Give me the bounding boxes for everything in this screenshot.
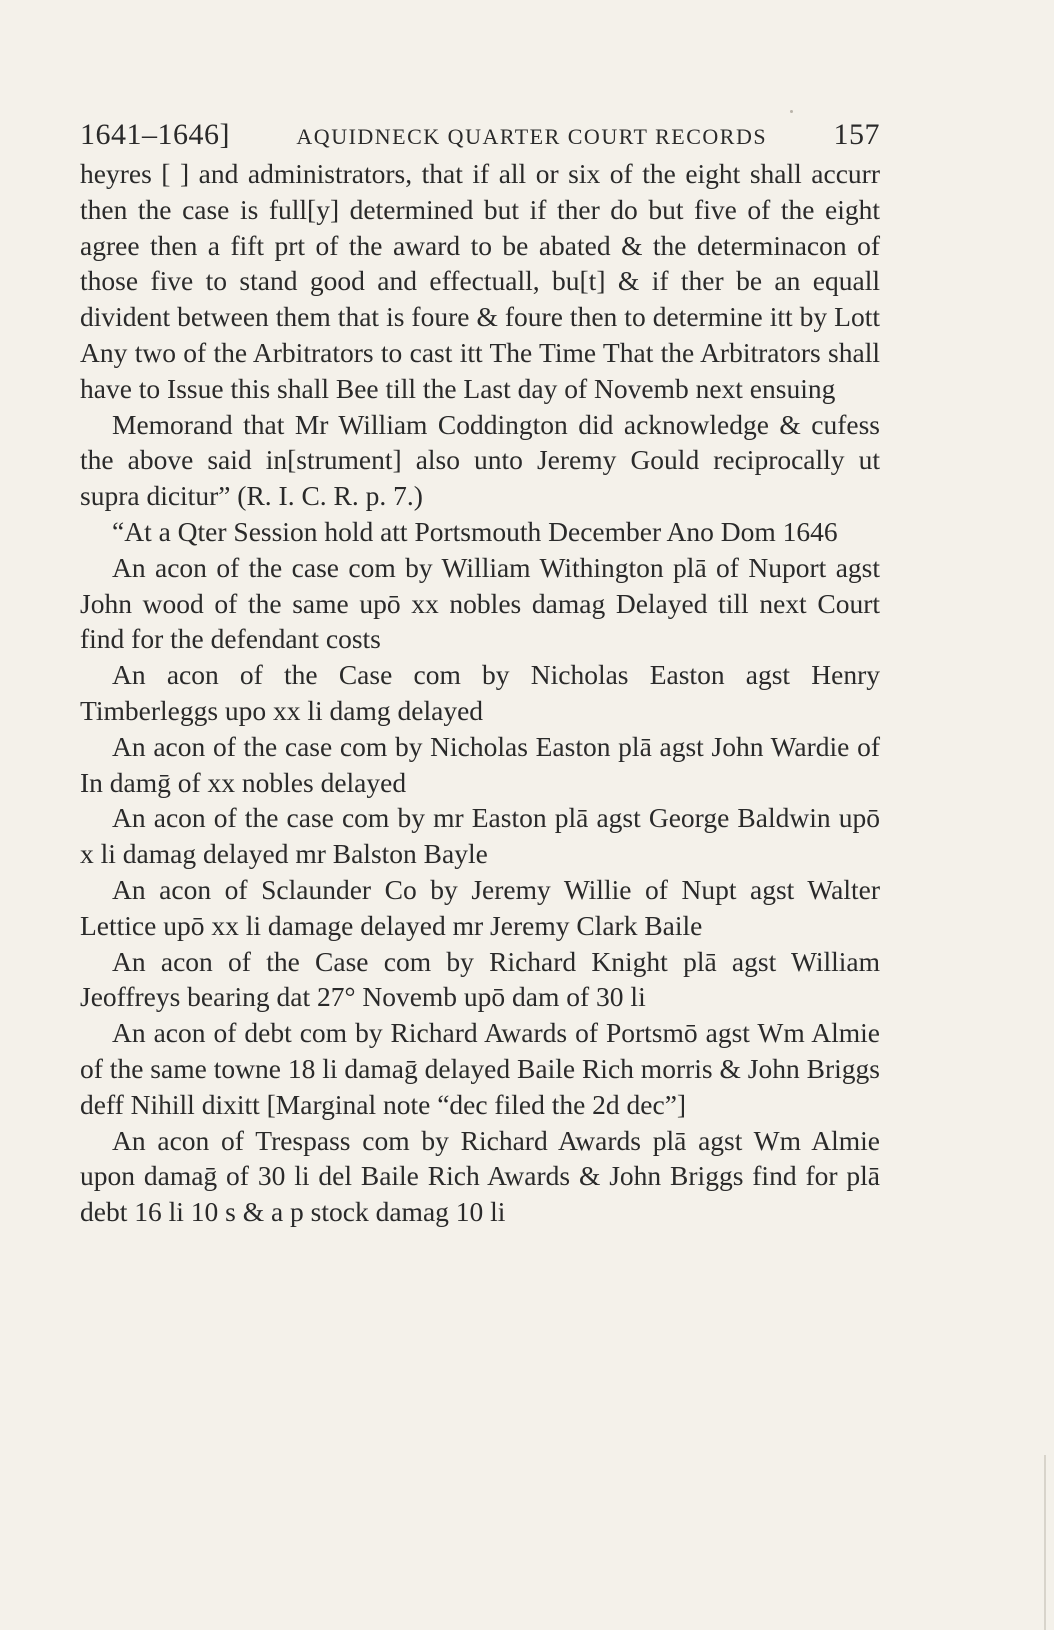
- page-edge: [1044, 1455, 1046, 1630]
- paragraph: An acon of the case com by William Withington plā of Nuport agst John wood of the same upō xx nobles damag Delayed till next Court find for the defendant costs: [80, 551, 880, 655]
- book-page: [80, 118, 880, 1230]
- paragraph: An acon of the case com by Nicholas Easton plā agst John Wardie of In damḡ of xx nobles delayed: [80, 730, 880, 798]
- paragraph: Memorand that Mr William Coddington did acknowledge & cufess the above said in[strument] also unto Jeremy Gould reciprocally ut supra dicitur” (R. I. C. R. p. 7.): [80, 408, 880, 512]
- page-number: 157: [833, 118, 880, 151]
- paragraph: An acon of the Case com by Nicholas Easton agst Henry Timberleggs upo xx li damg delayed: [80, 659, 880, 726]
- paragraph: An acon of Trespass com by Richard Awards plā agst Wm Almie upon damaḡ of 30 li del Baile Rich Awards & John Briggs find for plā debt 16 li 10 s & a p stock damag 10 li: [80, 1124, 880, 1228]
- header-years: 1641–1646]: [80, 118, 230, 151]
- paragraph: An acon of debt com by Richard Awards of Portsmō agst Wm Almie of the same towne 18 li damaḡ delayed Baile Rich morris & John Briggs deff Nihill dixitt [Marginal note “dec filed the 2d dec”]: [80, 1017, 880, 1120]
- paragraph: An acon of the Case com by Richard Knight plā agst William Jeoffreys bearing dat 27° Novemb upō dam of 30 li: [80, 945, 880, 1013]
- paragraph: heyres [ ] and administrators, that if all or six of the eight shall accurr then the case is full[y] determined but if ther do but five of the eight agree then a fift prt of the award to be abated & the determinacon of those five to stand good and effectuall, bu[t] & if ther be an equall divident between them that is foure & foure then to determine itt by Lott Any two of the Arbitrators to cast itt The Time That the Arbitrators shall have to Issue this shall Bee till the Last day of Novemb next ensuing: [80, 158, 880, 404]
- header-title: AQUIDNECK QUARTER COURT RECORDS: [296, 124, 768, 149]
- running-head: [80, 118, 880, 152]
- paragraph: An acon of the case com by mr Easton plā agst George Baldwin upō x li damag delayed mr Balston Bayle: [80, 802, 880, 870]
- page-speck: [790, 110, 793, 113]
- body-text: [80, 156, 880, 1230]
- paragraph: “At a Qter Session hold att Portsmouth December Ano Dom 1646: [112, 515, 838, 547]
- paragraph: An acon of Sclaunder Co by Jeremy Willie of Nupt agst Walter Lettice upō xx li damage delayed mr Jeremy Clark Baile: [80, 873, 880, 941]
